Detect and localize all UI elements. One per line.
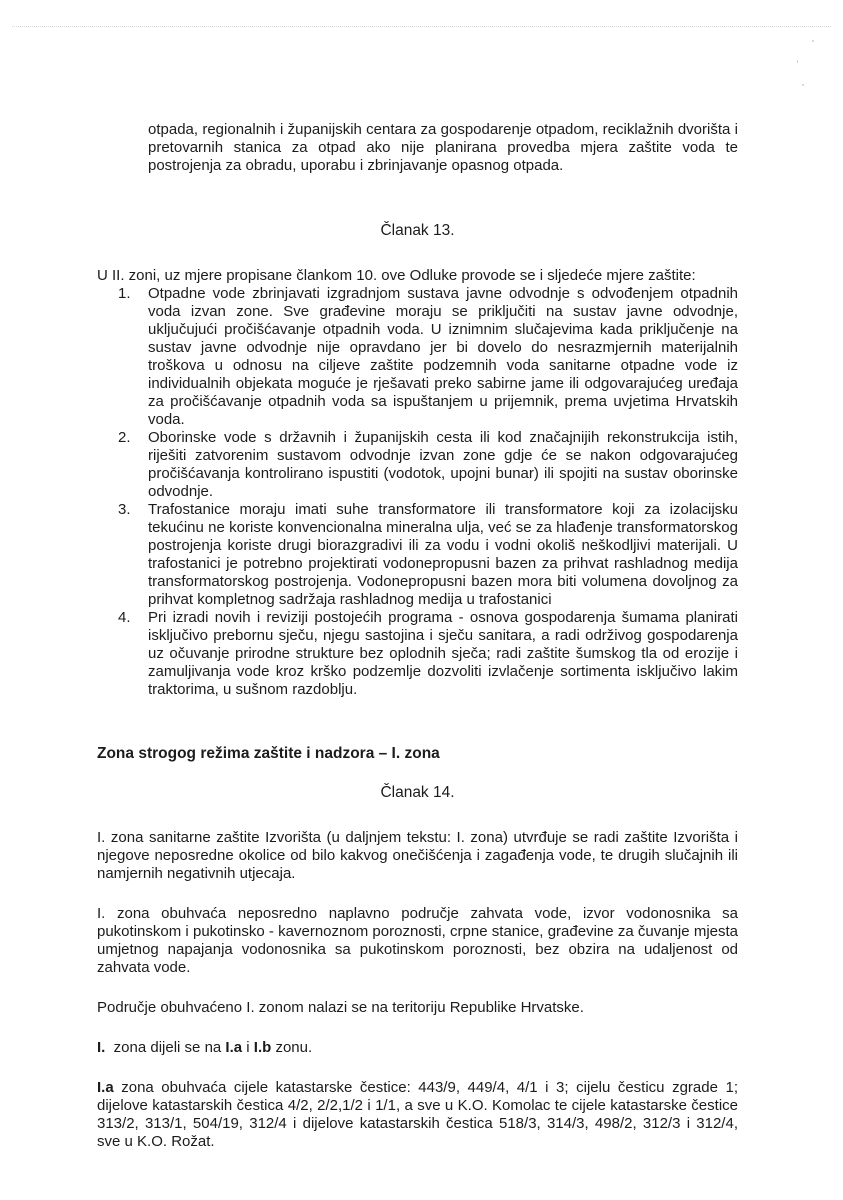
- article-13-intro: U II. zoni, uz mjere propisane člankom 10. ove Odluke provode se i sljedeće mjere zaštite:: [97, 267, 696, 284]
- list-item: [97, 609, 738, 699]
- zone-ia-prefix: I.a: [97, 1079, 114, 1096]
- section-heading: Zona strogog režima zaštite i nadzora – I. zona: [97, 745, 440, 762]
- document-page: [97, 121, 738, 1151]
- article-14-paragraph: I. zona sanitarne zaštite Izvorišta (u daljnjem tekstu: I. zona) utvrđuje se radi zaštite Izvorišta i njegove neposredne okolice od bilo kakvog onečišćenja i zagađenja vode, te drugih slučajnih ili namjernih negativnih utjecaja.: [97, 829, 738, 882]
- protection-measures-list: [97, 285, 738, 699]
- zone-ia-paragraph: I.a zona obuhvaća cijele katastarske čestice: 443/9, 449/4, 4/1 i 3; cijelu česticu zgrade 1; dijelove katastarskih čestica 4/2, 2/2,1/2 i 1/1, a sve u K.O. Komolac te cijele katastarske čestice 313/2, 313/1, 504/19, 312/4 i dijelove katastarskih čestica 518/3, 314/3, 498/2, 312/3 i 312/4, sve u K.O. Rožat.: [97, 1079, 738, 1150]
- zone-ib-label: I.b: [253, 1039, 272, 1056]
- zone-label: I.: [97, 1039, 106, 1056]
- list-item: [97, 429, 738, 501]
- article-14-paragraph: Područje obuhvaćeno I. zonom nalazi se na teritoriju Republike Hrvatske.: [97, 999, 584, 1016]
- article-14-title: Članak 14.: [380, 784, 455, 801]
- list-item: [97, 285, 738, 429]
- scan-speck: [812, 40, 814, 42]
- list-item: [97, 501, 738, 609]
- list-item-number: 2.: [118, 429, 131, 446]
- article-14-paragraph: I. zona obuhvaća neposredno naplavno područje zahvata vode, izvor vodonosnika sa pukotinskom i pukotinsko - kavernoznom poroznosti, crpne stanice, građevine za čuvanje mjesta umjetnog napajanja vodonosnika sa pukotinskom poroznosti, bez obzira na udaljenost od zahvata vode.: [97, 905, 738, 976]
- list-item-number: 3.: [118, 501, 131, 518]
- scan-speck: [802, 84, 804, 86]
- zone-ia-label: I.a: [225, 1039, 243, 1056]
- list-item-text: Trafostanice moraju imati suhe transformatore ili transformatore koji za izolacijsku tekućinu ne koriste konvencionalna mineralna ulja, već se za hlađenje transformatorskog postrojenja koriste drugi biorazgradivi ili za vodu i vodni okoliš neškodljivi materijali. U trafostanici je potrebno projektirati vodonepropusni bazen za prihvat rashladnog medija transformatorskog postrojenja. Vodonepropusni bazen mora biti volumena dovoljnog za prihvat kompletnog sadržaja rashladnog medija u trafostanici: [148, 501, 738, 608]
- list-item-text: Oborinske vode s državnih i županijskih cesta ili kod značajnijih rekonstrukcija istih, riješiti zatvorenim sustavom odvodnje izvan zone gdje će se nakon odgovarajućeg pročišćavanja kontrolirano ispustiti (vodotok, upojni bunar) ili spojiti na sustav oborinske odvodnje.: [148, 429, 738, 500]
- scan-speck: [797, 60, 798, 63]
- list-item-text: Pri izradi novih i reviziji postojećih programa - osnova gospodarenja šumama planirati isključivo prebornu sječu, njegu sastojina i sječu sanitara, a radi održivog gospodarenja uz očuvanje prirodne strukture bez oplodnih sječa; radi zaštite šumskog tla od erozije i zamuljivanja vode kroz krško podzemlje dozvoliti izvlačenje sortimenta isključivo lakim traktorima, u sušnom razdoblju.: [148, 609, 738, 698]
- list-item-text: Otpadne vode zbrinjavati izgradnjom sustava javne odvodnje s odvođenjem otpadnih voda izvan zone. Sve građevine moraju se priključiti na sustav javne odvodnje, uključujući pročišćavanje otpadnih voda. U iznimnim slučajevima kada priključenje na sustav javne odvodnje nije opravdano jer bi dovelo do nesrazmjernih materijalnih troškova u odnosu na ciljeve zaštite podzemnih voda sanitarne otpadne vode iz individualnih objekata moguće je rješavati preko sabirne jame ili odgovarajućeg uređaja za pročišćavanje otpadnih voda sa ispuštanjem u prijemnik, prema uvjetima Hrvatskih voda.: [148, 285, 738, 428]
- list-item-number: 1.: [118, 285, 131, 302]
- zone-division-paragraph: I. zona dijeli se na I.a i I.b zonu.: [97, 1039, 313, 1056]
- article-13-title: Članak 13.: [380, 222, 455, 239]
- continuation-paragraph: otpada, regionalnih i županijskih centara za gospodarenje otpadom, reciklažnih dvorišta i pretovarnih stanica za otpad ako nije planirana provedba mjera zaštite voda te postrojenja za obradu, uporabu i zbrinjavanje opasnog otpada.: [148, 121, 738, 174]
- list-item-number: 4.: [118, 609, 131, 626]
- scan-edge-artifact: [12, 26, 831, 27]
